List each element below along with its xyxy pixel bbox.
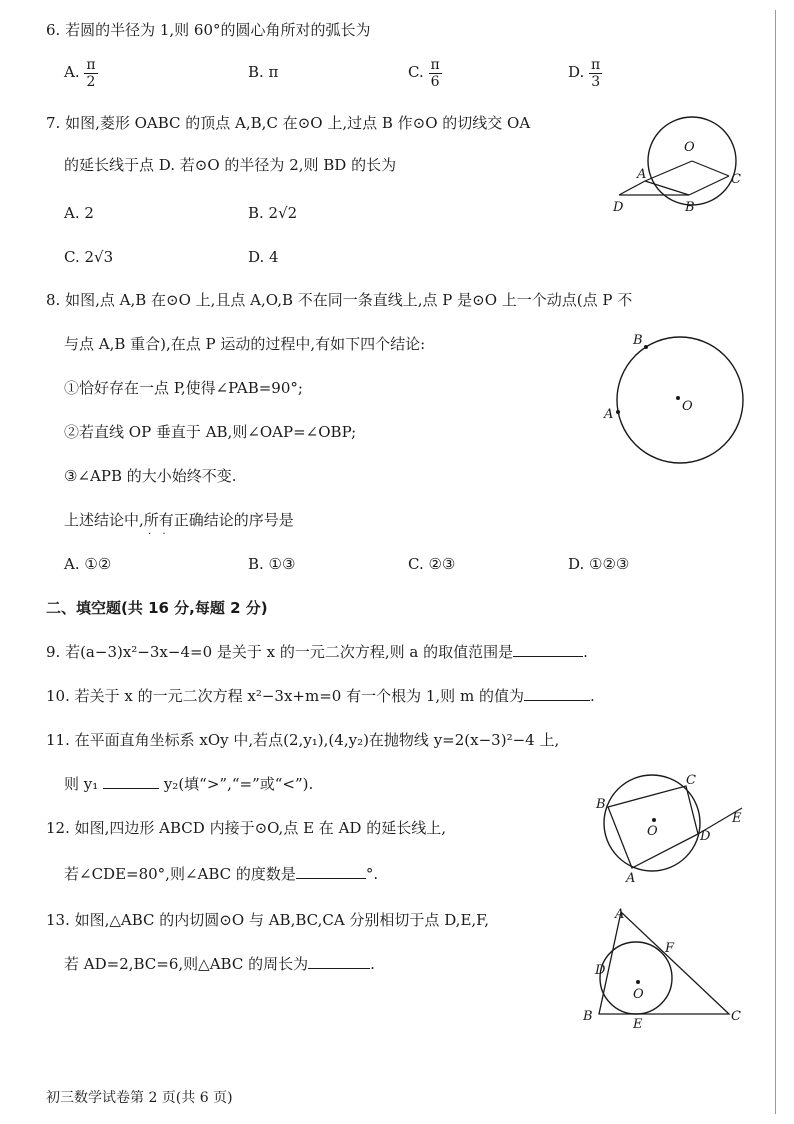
q13-answer-blank[interactable] — [308, 954, 370, 969]
q11-prefix: 则 y₁ — [64, 775, 99, 793]
q6-stem: 6. 若圆的半径为 1,则 60°的圆心角所对的弧长为 — [46, 21, 371, 39]
q7-label-a: A — [637, 167, 647, 182]
q12-answer-blank[interactable] — [296, 864, 366, 879]
q6-option-d-label: D. — [568, 63, 585, 81]
q6-option-c-num: π — [430, 56, 440, 73]
q11-answer-blank[interactable] — [103, 774, 159, 789]
q13-label-e: E — [633, 1017, 643, 1032]
q6-option-b: B. π — [248, 63, 279, 81]
q13-line1: 13. 如图,△ABC 的内切圆⊙O 与 AB,BC,CA 分别相切于点 D,E,F, — [46, 911, 490, 929]
q7-label-b: B — [685, 200, 695, 215]
q7-line1: 7. 如图,菱形 OABC 的顶点 A,B,C 在⊙O 上,过点 B 作⊙O 的切线交 OA — [46, 114, 531, 132]
q8-question-emphasis: 所有 · · — [144, 511, 174, 529]
q13-label-c: C — [731, 1009, 741, 1024]
q8-figure — [600, 328, 760, 473]
q12-line1: 12. 如图,四边形 ABCD 内接于⊙O,点 E 在 AD 的延长线上, — [46, 819, 446, 837]
q7-label-d: D — [613, 200, 624, 215]
q12-label-o: O — [647, 824, 658, 839]
q11-line1: 11. 在平面直角坐标系 xOy 中,若点(2,y₁),(4,y₂)在抛物线 y=2(x−3)²−4 上, — [46, 731, 560, 749]
q6-option-a — [64, 54, 98, 90]
q13-triangle-abc — [599, 912, 729, 1014]
q7-segment-ad — [619, 181, 645, 195]
q12-label-a: A — [626, 871, 636, 884]
q8-circle — [617, 337, 743, 463]
q8-line2: 与点 A,B 重合),在点 P 运动的过程中,有如下四个结论: — [64, 335, 426, 353]
q7-line2: 的延长线于点 D. 若⊙O 的半径为 2,则 BD 的长为 — [64, 156, 397, 174]
q6-option-c-fraction — [429, 57, 442, 90]
q8-conclusion-3: ③∠APB 的大小始终不变. — [64, 467, 237, 485]
q8-question-suffix: 正确结论的序号是 — [173, 511, 294, 529]
q6-option-a-den: 2 — [86, 73, 96, 90]
q8-point-b — [644, 345, 648, 349]
q7-segment-oc — [692, 161, 729, 176]
q7-label-o: O — [684, 140, 695, 155]
q12-figure — [590, 772, 750, 884]
q8-conclusion-2: ②若直线 OP 垂直于 AB,则∠OAP=∠OBP; — [64, 423, 357, 441]
q12-end: °. — [365, 865, 379, 883]
q13-label-b: B — [583, 1009, 593, 1024]
q7-option-a: A. 2 — [64, 204, 94, 222]
q7-option-d: D. 4 — [248, 248, 279, 266]
q8-option-a: A. ①② — [64, 555, 112, 573]
q6-option-d-num: π — [591, 56, 601, 73]
q7-segment-oa — [645, 161, 692, 181]
q7-figure — [605, 110, 755, 220]
q13-point-o — [636, 980, 640, 984]
q7-segment-ab — [645, 181, 689, 195]
section-2-heading: 二、填空题(共 16 分,每题 2 分) — [46, 599, 268, 617]
q6-option-d-fraction — [589, 57, 602, 90]
q12-label-e: E — [732, 811, 742, 826]
q13-label-a: A — [615, 907, 625, 922]
q8-label-b: B — [633, 333, 643, 348]
q10-text: 10. 若关于 x 的一元二次方程 x²−3x+m=0 有一个根为 1,则 m 的值为 — [46, 687, 524, 705]
q12-circle — [604, 775, 700, 871]
q8-conclusion-1: ①恰好存在一点 P,使得∠PAB=90°; — [64, 379, 303, 397]
q8-option-c: C. ②③ — [408, 555, 456, 573]
page-footer: 初三数学试卷第 2 页(共 6 页) — [46, 1090, 233, 1106]
q12-point-o — [652, 818, 656, 822]
q12-label-b: B — [596, 797, 606, 812]
q7-label-c: C — [731, 172, 741, 187]
q6-option-c — [408, 54, 442, 90]
q11-line2 — [64, 774, 313, 794]
q12-line2 — [64, 864, 378, 884]
q8-point-o — [676, 396, 680, 400]
q13-end: . — [370, 955, 375, 973]
q6-option-c-den: 6 — [430, 73, 440, 90]
q6-option-a-num: π — [86, 56, 96, 73]
q11-suffix: y₂(填“>”,“=”或“<”). — [163, 775, 314, 793]
q13-label-f: F — [665, 941, 675, 956]
q7-option-b: B. 2√2 — [248, 204, 298, 222]
q12-label-c: C — [686, 773, 696, 788]
q8-option-b: B. ①③ — [248, 555, 296, 573]
q13-incircle — [600, 942, 672, 1014]
q8-point-a — [616, 410, 620, 414]
q10 — [46, 686, 595, 706]
q8-option-d: D. ①②③ — [568, 555, 630, 573]
q13-label-o: O — [633, 987, 644, 1002]
q8-label-a: A — [604, 407, 614, 422]
q8-line1: 8. 如图,点 A,B 在⊙O 上,且点 A,O,B 不在同一条直线上,点 P 是⊙O 上一个动点(点 P 不 — [46, 291, 633, 309]
q12-label-d: D — [700, 829, 711, 844]
q13-prefix: 若 AD=2,BC=6,则△ABC 的周长为 — [64, 955, 309, 973]
q9 — [46, 642, 588, 662]
q8-question — [64, 510, 294, 530]
q6-option-a-label: A. — [64, 63, 80, 81]
q12-prefix: 若∠CDE=80°,则∠ABC 的度数是 — [64, 865, 296, 883]
q9-answer-blank[interactable] — [513, 642, 583, 657]
q6-option-d-den: 3 — [591, 73, 601, 90]
q6-option-a-fraction — [84, 57, 97, 90]
q7-option-c: C. 2√3 — [64, 248, 114, 266]
q10-end: . — [589, 687, 595, 705]
q13-label-d: D — [595, 963, 606, 978]
q10-answer-blank[interactable] — [524, 686, 590, 701]
q9-end: . — [583, 643, 588, 661]
page-right-border — [775, 10, 776, 1114]
q9-text: 9. 若(a−3)x²−3x−4=0 是关于 x 的一元二次方程,则 a 的取值范围是 — [46, 643, 514, 661]
q13-line2 — [64, 954, 375, 974]
q6-option-c-label: C. — [408, 63, 424, 81]
q13-figure — [575, 900, 750, 1035]
q8-question-prefix: 上述结论中, — [64, 511, 144, 529]
q6-option-d — [568, 54, 602, 90]
q8-label-o: O — [682, 399, 693, 414]
